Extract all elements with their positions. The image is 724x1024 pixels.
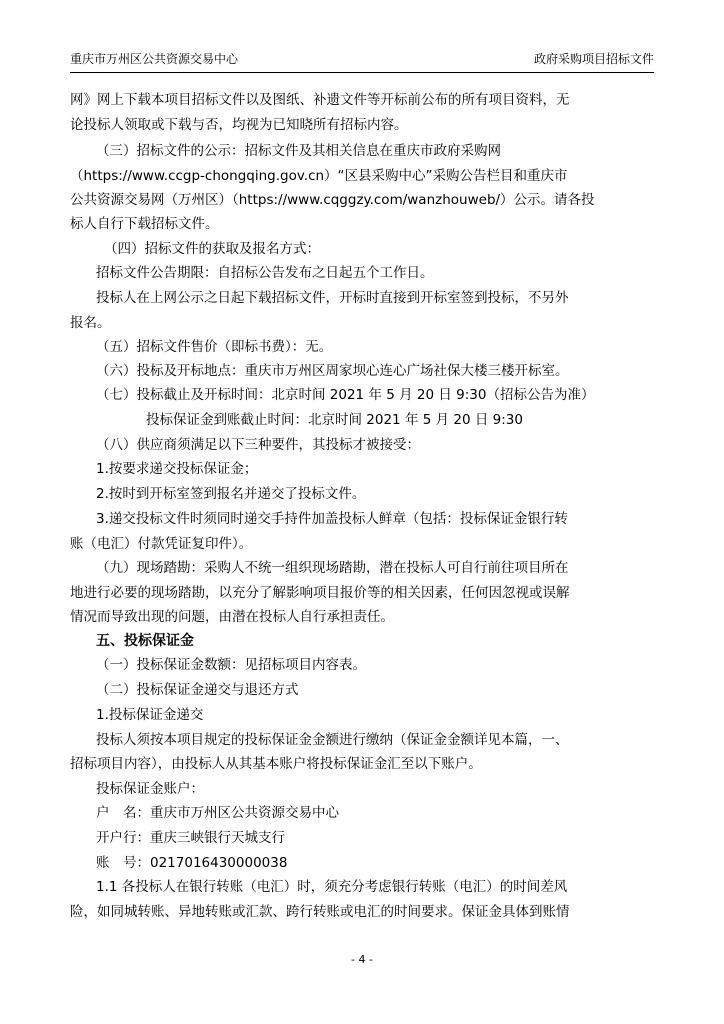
header-organization: 重庆市万州区公共资源交易中心 [70,52,239,66]
account-name: 户 名：重庆市万州区公共资源交易中心 [96,805,339,821]
text-line: （一）投标保证金数额：见招标项目内容表。 [96,657,366,673]
text-line: 1.投标保证金递交 [96,707,204,723]
text-line: 投标人须按本项目规定的投标保证金金额进行缴纳（保证金金额详见本篇，一、 [96,732,569,748]
text-line: 投标保证金到账截止时间：北京时间 2021 年 5 月 20 日 9:30 [146,412,523,428]
text-line: 投标人在上网公示之日起下载招标文件，开标时直接到开标室签到投标，不另外 [96,290,569,306]
account-number: 账 号：0217016430000038 [96,855,288,871]
text-line: （https://www.ccgp-chongqing.gov.cn）“区县采购中心”采购公告栏目和重庆市 [70,168,568,184]
text-line: 账（电汇）付款凭证复印件）。 [70,536,253,552]
text-line: （六）投标及开标地点：重庆市万州区周家坝心连心广场社保大楼三楼开标室。 [96,363,569,379]
header-rule [70,72,654,73]
text-line: 公共资源交易网（万州区）（https://www.cqggzy.com/wanzhouweb/）公示。请各投 [70,192,595,208]
text-line: 招标项目内容），由投标人从其基本账户将投标保证金汇至以下账户。 [70,756,482,772]
text-line: （九）现场踏勘：采购人不统一组织现场踏勘，潜在投标人可自行前往项目所在 [96,560,569,576]
text-line: 3.递交投标文件时须同时递交手持件加盖投标人鲜章（包括：投标保证金银行转 [96,511,568,527]
section-heading: 五、投标保证金 [96,633,194,649]
page-number: - 4 - [351,953,373,966]
page-header [70,50,654,70]
text-line: 1.按要求递交投标保证金； [96,461,258,477]
text-line: 报名。 [70,315,111,331]
text-line: （五）招标文件售价（即标书费）：无。 [96,339,333,355]
text-line: 2.按时到开标室签到报名并递交了投标文件。 [96,486,366,502]
text-line: 险，如同城转账、异地转账或汇款、跨行转账或电汇的时间要求。保证金具体到账情 [70,904,570,920]
account-bank: 开户行：重庆三峡银行天城支行 [96,830,285,846]
text-line: （四）招标文件的获取及报名方式： [104,241,320,257]
text-line: 招标文件公告期限：自招标公告发布之日起五个工作日。 [96,265,434,281]
text-line: （七）投标截止及开标时间：北京时间 2021 年 5 月 20 日 9:30（招标公告为准） [96,387,595,403]
text-line: 情况而导致出现的问题，由潜在投标人自行承担责任。 [70,609,394,625]
text-line: 论投标人领取或下载与否，均视为已知晓所有招标内容。 [70,117,408,133]
text-line: （八）供应商须满足以下三种要件，其投标才被接受： [96,437,420,453]
text-line: 1.1 各投标人在银行转账（电汇）时，须充分考虑银行转账（电汇）的时间差风 [96,879,568,895]
text-line: 标人自行下载招标文件。 [70,216,219,232]
text-line: （三）招标文件的公示：招标文件及其相关信息在重庆市政府采购网 [96,143,501,159]
text-line: 地进行必要的现场踏勘，以充分了解影响项目报价等的相关因素，任何因忽视或误解 [70,585,570,601]
text-line: 网》网上下载本项目招标文件以及图纸、补遗文件等开标前公布的所有项目资料，无 [70,92,570,108]
header-document-title: 政府采购项目招标文件 [533,52,654,66]
text-line: 投标保证金账户： [96,781,204,797]
text-line: （二）投标保证金递交与退还方式 [96,682,299,698]
